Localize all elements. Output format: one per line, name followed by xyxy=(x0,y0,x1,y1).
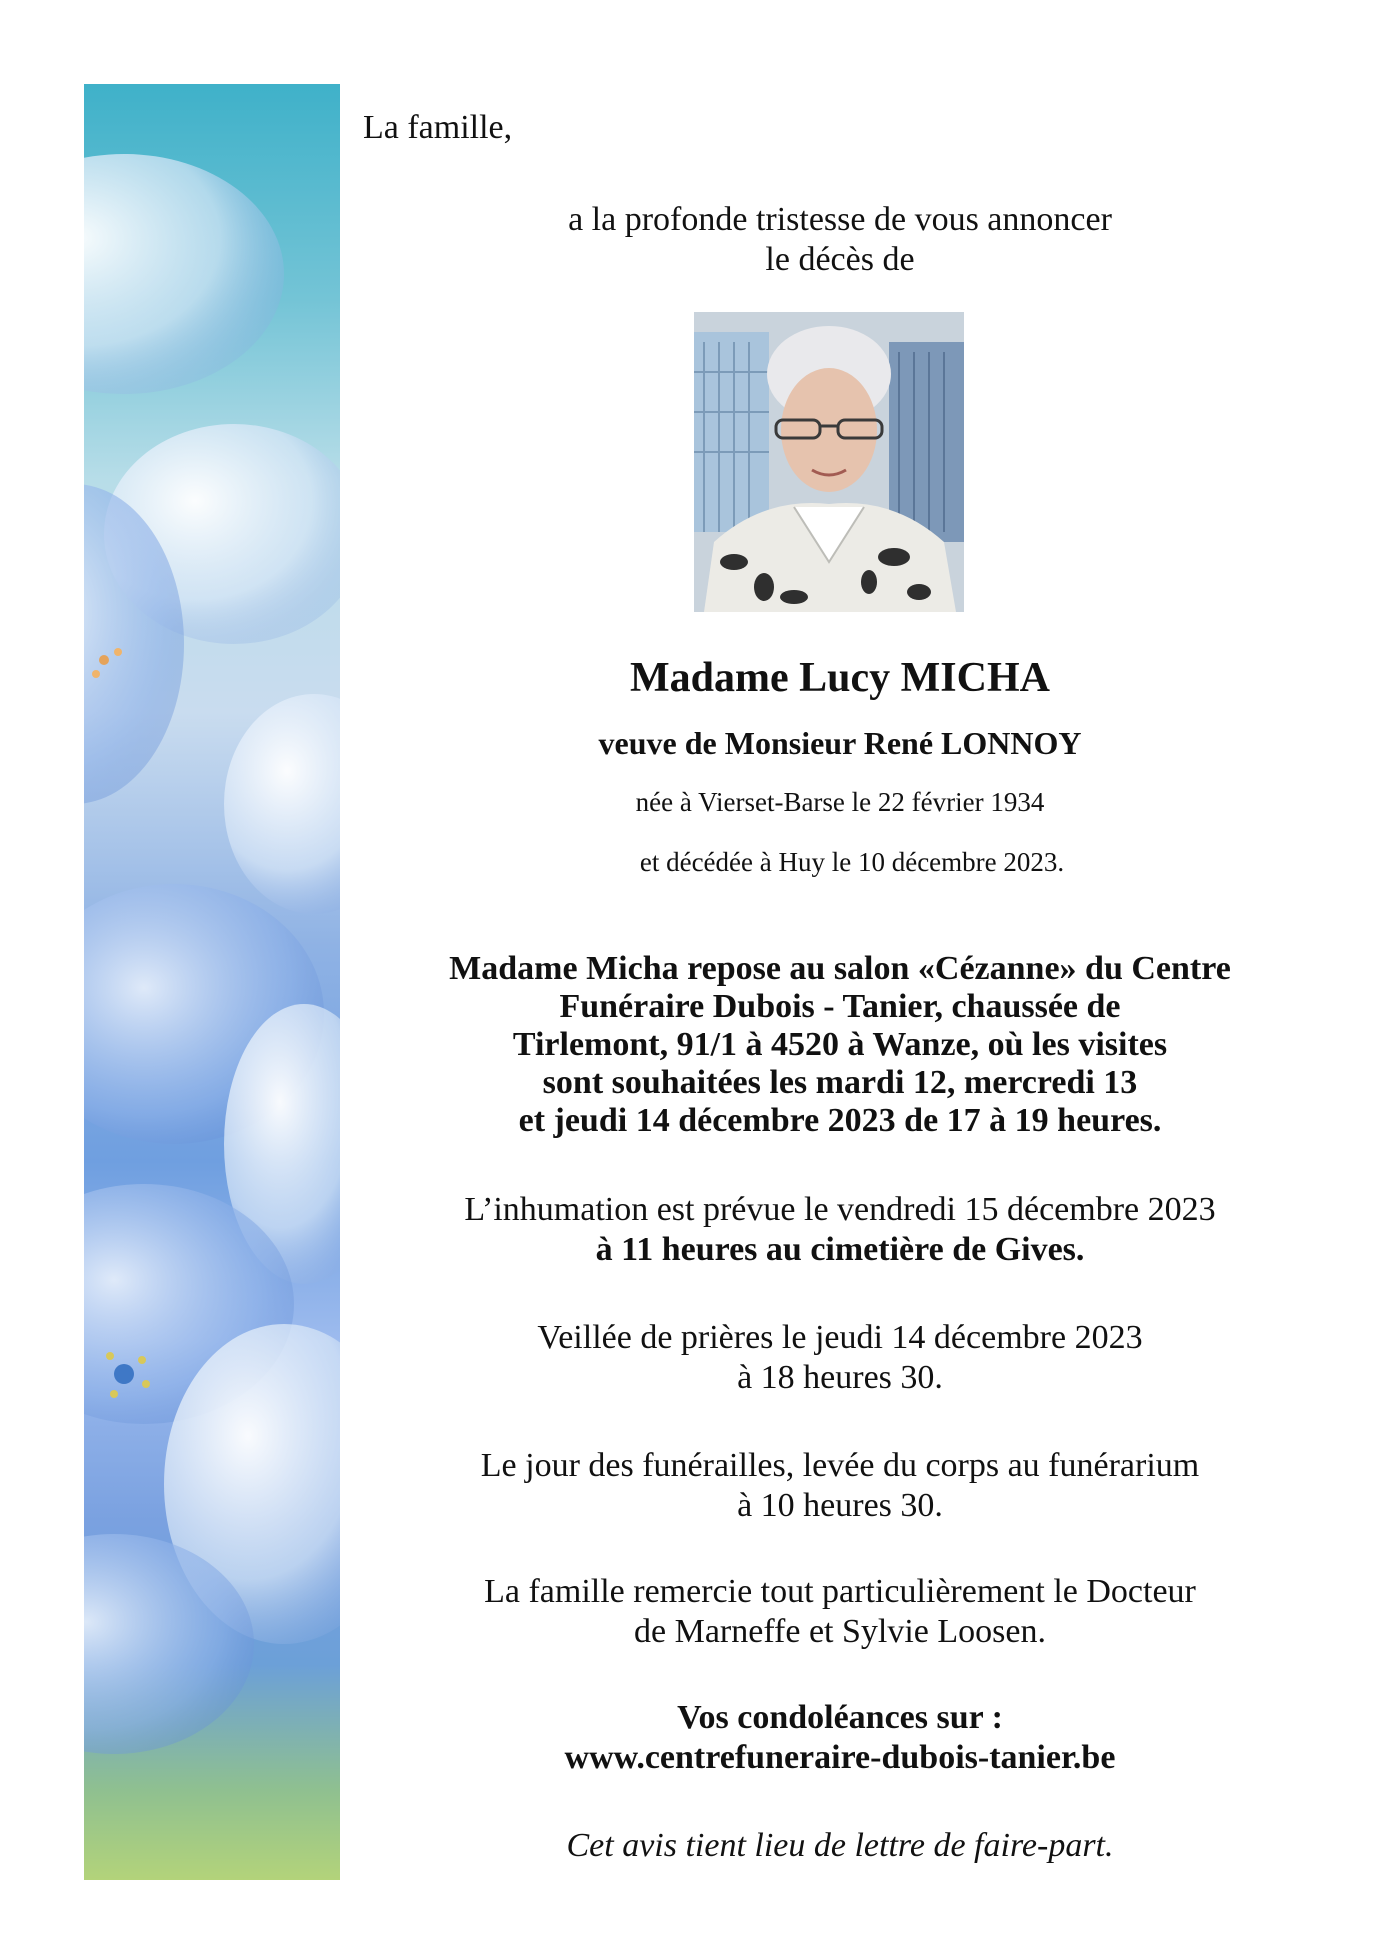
burial-line-1: L’inhumation est prévue le vendredi 15 décembre 2023 xyxy=(464,1191,1216,1228)
condolences-label: Vos condoléances sur : xyxy=(677,1699,1003,1736)
vigil-line-1: Veillée de prières le jeudi 14 décembre 2023 xyxy=(537,1319,1143,1356)
repose-line-5: et jeudi 14 décembre 2023 de 17 à 19 heures. xyxy=(518,1102,1162,1139)
flower-photo-strip xyxy=(84,84,340,1880)
repose-line-3: Tirlemont, 91/1 à 4520 à Wanze, où les visites xyxy=(512,1026,1168,1063)
notice-body xyxy=(340,0,1378,1949)
portrait-photo xyxy=(694,312,964,612)
announcement-line-2: le décès de xyxy=(765,241,915,278)
thanks-line-2: de Marneffe et Sylvie Loosen. xyxy=(634,1613,1046,1650)
deceased-name: Madame Lucy MICHA xyxy=(630,655,1050,701)
vigil-line-2: à 18 heures 30. xyxy=(737,1359,943,1396)
hydrangea-illustration xyxy=(84,84,340,1880)
condolences-website: www.centrefuneraire-dubois-tanier.be xyxy=(564,1739,1116,1776)
thanks-line-1: La famille remercie tout particulièrement le Docteur xyxy=(484,1573,1196,1610)
announcement-line-1: a la profonde tristesse de vous annoncer xyxy=(568,201,1112,238)
opening-greeting: La famille, xyxy=(363,109,513,146)
closing-note: Cet avis tient lieu de lettre de faire-part. xyxy=(566,1827,1114,1864)
repose-line-4: sont souhaitées les mardi 12, mercredi 13 xyxy=(542,1064,1138,1101)
birth-line: née à Vierset-Barse le 22 février 1934 xyxy=(635,787,1045,817)
repose-line-2: Funéraire Dubois - Tanier, chaussée de xyxy=(559,988,1121,1025)
funeral-line-2: à 10 heures 30. xyxy=(737,1487,943,1524)
death-line: et décédée à Huy le 10 décembre 2023. xyxy=(639,847,1065,877)
funeral-line-1: Le jour des funérailles, levée du corps au funérarium xyxy=(480,1447,1200,1484)
spouse-line: veuve de Monsieur René LONNOY xyxy=(598,725,1082,761)
repose-line-1: Madame Micha repose au salon «Cézanne» du Centre xyxy=(449,950,1231,987)
burial-line-2: à 11 heures au cimetière de Gives. xyxy=(595,1231,1085,1268)
